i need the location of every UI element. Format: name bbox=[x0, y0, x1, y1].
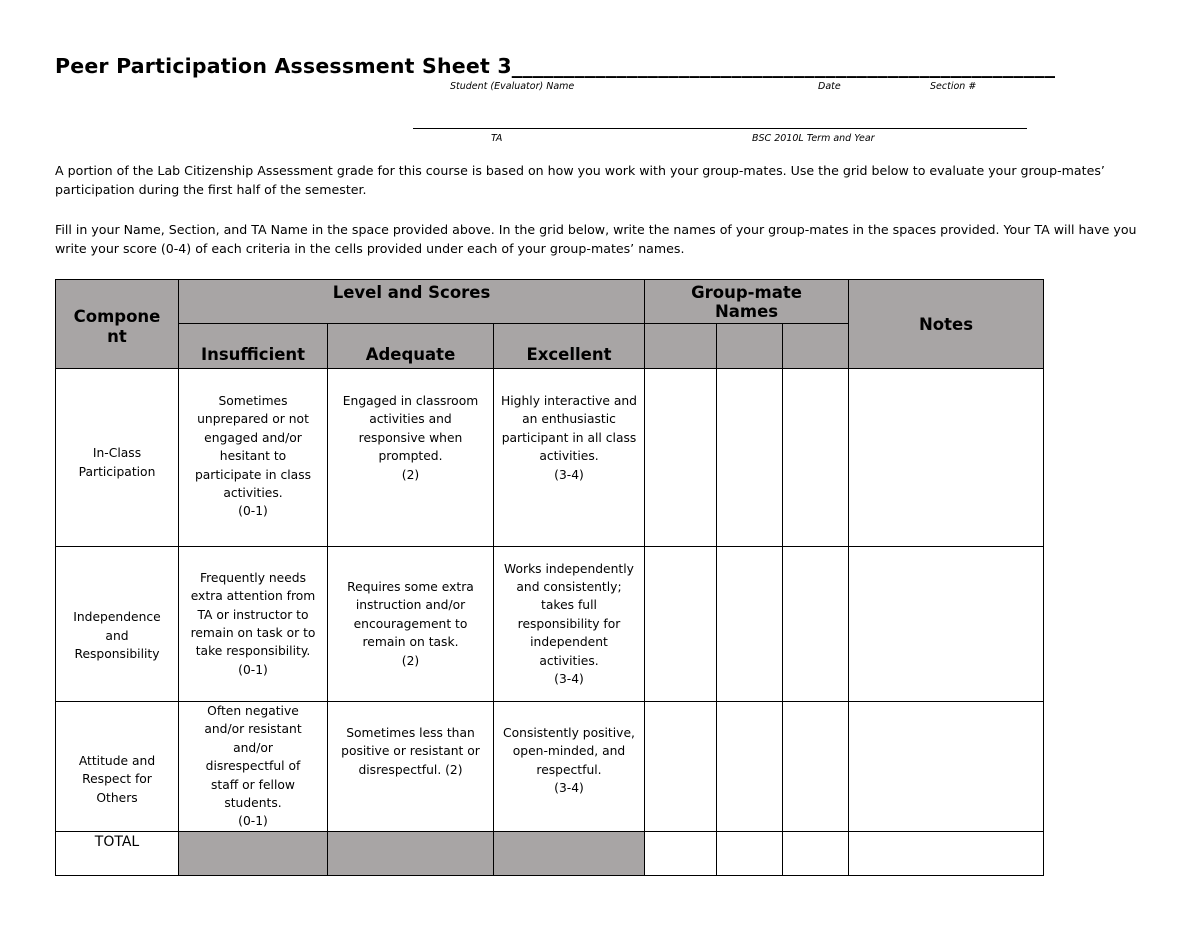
total-insufficient-cell bbox=[179, 831, 328, 875]
score-cell[interactable] bbox=[645, 547, 717, 702]
excellent-criteria: Works independently and consistently; takes full responsibility for independent activities. (3-4) bbox=[494, 547, 645, 702]
instructions-paragraph-1: A portion of the Lab Citizenship Assessment grade for this course is based on how you work with your group-mates. Use the grid below to evaluate your group-mates’ participation during the first half of the semester. bbox=[55, 163, 1105, 197]
notes-cell[interactable] bbox=[849, 702, 1044, 832]
level-and-scores-header: Level and Scores bbox=[179, 280, 645, 324]
score-cell[interactable] bbox=[645, 369, 717, 547]
adequate-criteria: Engaged in classroom activities and responsive when prompted. (2) bbox=[328, 369, 494, 547]
term-caption: BSC 2010L Term and Year bbox=[752, 133, 875, 144]
date-caption: Date bbox=[818, 81, 841, 92]
total-score-cell[interactable] bbox=[717, 831, 783, 875]
component-label: In-Class Participation bbox=[56, 369, 179, 547]
assessment-grid bbox=[55, 279, 1044, 876]
page-title: Peer Participation Assessment Sheet 3____________________________________________________ bbox=[55, 54, 1056, 78]
ta-term-line bbox=[413, 128, 1027, 129]
table-row bbox=[56, 369, 1044, 547]
score-cell[interactable] bbox=[783, 369, 849, 547]
score-cell[interactable] bbox=[717, 702, 783, 832]
notes-header: Notes bbox=[849, 280, 1044, 369]
table-row bbox=[56, 547, 1044, 702]
excellent-criteria: Highly interactive and an enthusiastic participant in all class activities. (3-4) bbox=[494, 369, 645, 547]
group-mate-names-header: Group-mate Names bbox=[645, 280, 849, 324]
insufficient-criteria: Often negative and/or resistant and/or disrespectful of staff or fellow students. (0-1) bbox=[179, 702, 328, 832]
excellent-header: Excellent bbox=[494, 324, 645, 369]
total-excellent-cell bbox=[494, 831, 645, 875]
total-label: TOTAL bbox=[56, 831, 179, 875]
score-cell[interactable] bbox=[645, 702, 717, 832]
excellent-criteria: Consistently positive, open-minded, and respectful. (3-4) bbox=[494, 702, 645, 832]
component-header: Component bbox=[56, 280, 179, 369]
insufficient-criteria: Sometimes unprepared or not engaged and/or hesitant to participate in class activities. (0-1) bbox=[179, 369, 328, 547]
total-adequate-cell bbox=[328, 831, 494, 875]
total-score-cell[interactable] bbox=[783, 831, 849, 875]
score-cell[interactable] bbox=[717, 369, 783, 547]
total-notes-cell[interactable] bbox=[849, 831, 1044, 875]
score-cell[interactable] bbox=[717, 547, 783, 702]
insufficient-header: Insufficient bbox=[179, 324, 328, 369]
instructions-paragraph-2: Fill in your Name, Section, and TA Name in the space provided above. In the grid below, write the names of your group-mates in the spaces provided. Your TA will have you write your score (0-4) of each criteria in the cells provided under each of your group-mates’ names. bbox=[55, 222, 1137, 256]
student-name-caption: Student (Evaluator) Name bbox=[450, 81, 575, 92]
score-cell[interactable] bbox=[783, 547, 849, 702]
total-score-cell[interactable] bbox=[645, 831, 717, 875]
adequate-criteria: Sometimes less than positive or resistant or disrespectful. (2) bbox=[328, 702, 494, 832]
group-mate-name-2-input[interactable] bbox=[717, 324, 783, 369]
component-label: Attitude and Respect for Others bbox=[56, 702, 179, 832]
component-label: Independence and Responsibility bbox=[56, 547, 179, 702]
group-mate-name-3-input[interactable] bbox=[783, 324, 849, 369]
group-mate-name-1-input[interactable] bbox=[645, 324, 717, 369]
insufficient-criteria: Frequently needs extra attention from TA or instructor to remain on task or to take responsibility. (0-1) bbox=[179, 547, 328, 702]
total-row bbox=[56, 831, 1044, 875]
notes-cell[interactable] bbox=[849, 369, 1044, 547]
ta-caption: TA bbox=[491, 133, 503, 144]
table-row bbox=[56, 702, 1044, 832]
score-cell[interactable] bbox=[783, 702, 849, 832]
notes-cell[interactable] bbox=[849, 547, 1044, 702]
section-caption: Section # bbox=[930, 81, 977, 92]
adequate-header: Adequate bbox=[328, 324, 494, 369]
adequate-criteria: Requires some extra instruction and/or encouragement to remain on task. (2) bbox=[328, 547, 494, 702]
